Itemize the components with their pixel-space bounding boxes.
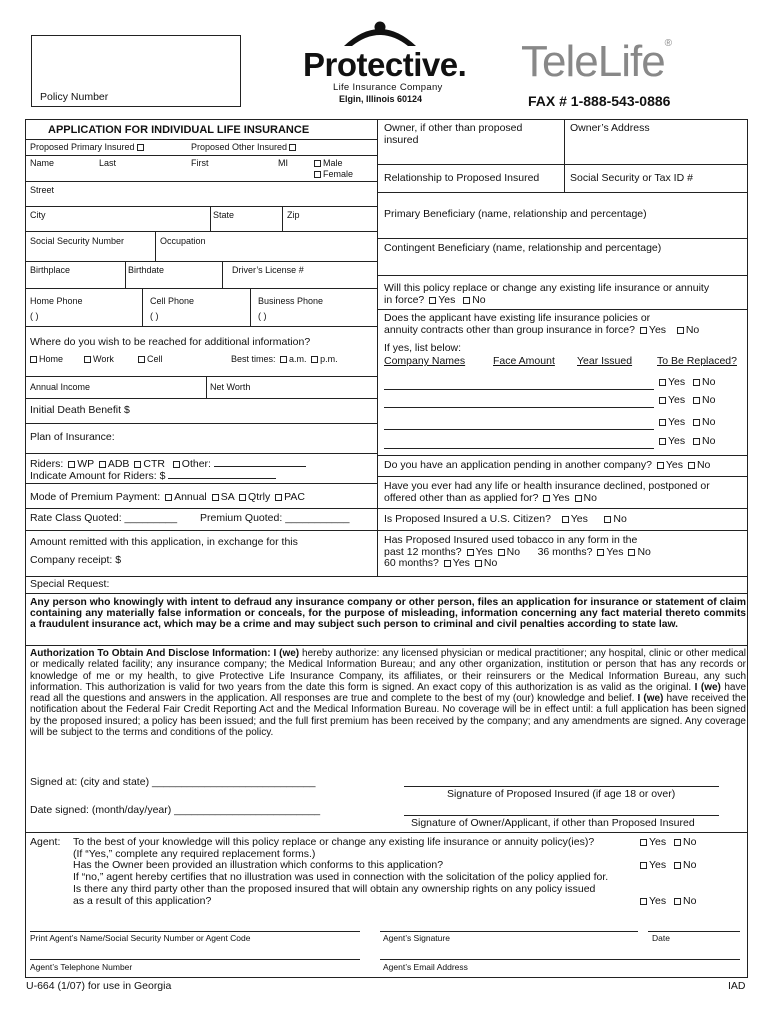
print-agent-name-label: Print Agent’s Name/Social Security Number or Agent Code <box>30 933 251 943</box>
premium-quoted[interactable]: Premium Quoted: ___________ <box>200 512 350 524</box>
birthdate-label: Birthdate <box>128 265 165 275</box>
riders-row[interactable]: Riders: WP ADB CTR Other: <box>30 458 306 471</box>
ssn-label: Social Security Number <box>30 236 125 246</box>
policy-row-yesno[interactable]: Yes No <box>657 395 715 407</box>
first-label: First <box>191 158 209 168</box>
state-label: State <box>213 210 235 220</box>
sig-proposed-label: Signature of Proposed Insured (if age 18 or over) <box>447 788 676 800</box>
rate-class-quoted[interactable]: Rate Class Quoted: _________ <box>30 512 178 524</box>
annual-income-label: Annual Income <box>30 382 91 392</box>
owner-address-label: Owner’s Address <box>570 122 650 134</box>
cell-phone-label: Cell Phone <box>150 296 195 306</box>
female-checkbox[interactable]: Female <box>312 170 353 180</box>
col-company-names: Company Names <box>384 355 466 367</box>
special-request-label[interactable]: Special Request: <box>30 578 110 590</box>
street-label: Street <box>30 185 55 195</box>
agent-date-line[interactable] <box>648 931 740 932</box>
male-checkbox[interactable]: Male <box>312 159 343 169</box>
pending-question[interactable]: Do you have an application pending in another company? Yes No <box>384 459 711 471</box>
signed-at-field[interactable]: Signed at: (city and state) ____________________________ <box>30 776 316 788</box>
registered-icon: ® <box>664 38 672 49</box>
policy-row-line[interactable] <box>384 389 654 390</box>
city-label: City <box>30 210 46 220</box>
agent-q3: If “no,” agent hereby certifies that no illustration was used in connection with the solicitation of the policy applied for. <box>73 871 609 883</box>
occupation-label: Occupation <box>160 236 206 246</box>
protective-logo-arc-icon <box>340 18 420 48</box>
company-sub: Life Insurance Company <box>333 82 443 93</box>
company-city: Elgin, Illinois 60124 <box>339 94 423 104</box>
iad-code: IAD <box>728 980 746 992</box>
agent-q2-yesno[interactable]: Yes No <box>638 860 696 872</box>
zip-label: Zip <box>287 210 300 220</box>
agent-q1: To the best of your knowledge will this policy replace or change any existing life insurance or annuity policy(ies)? <box>73 836 595 848</box>
home-phone-paren: ( ) <box>30 311 39 321</box>
best-times[interactable]: Best times: a.m. p.m. <box>231 354 338 364</box>
initial-death-benefit-label: Initial Death Benefit $ <box>30 404 130 416</box>
policy-row-yesno[interactable]: Yes No <box>657 417 715 429</box>
authorization-text: Authorization To Obtain And Disclose Information: I (we) hereby authorize: any licensed physician or medical practitioner; any hospital, clinic or other medical or medically related facility; any insurance company; the Medical Information Bureau; and any other organization, institution or person that has any records or knowledge of me or my health, to give Protective Life Insurance Company, its affiliates, or their reinsurers or the Medical Information Bureau, any such information. This authorization is valid for two years from the date this form is signed. An exact copy of this authorization is as valid as the original. I (we) have read all the questions and answers in the application. All responses are true and complete to the best of my (our) knowledge and belief. I (we) have received the notification about the Federal Fair Credit Reporting Act and the Medical Information Bureau. No coverage will be in effect until: a full application has been signed by the proposed insured; a policy has been issued; and the full first premium has been received by the company; and any amendments are signed. Any coverage will be subject to the terms and conditions of the policy. <box>30 648 747 739</box>
agent-q1-yesno[interactable]: Yes No <box>638 837 696 849</box>
agent-name-line[interactable] <box>30 931 360 932</box>
drivers-license-label: Driver’s License # <box>232 265 304 275</box>
name-label: Name <box>30 158 55 168</box>
mi-label: MI <box>278 158 288 168</box>
proposed-insured-signature-line[interactable] <box>404 786 719 787</box>
agent-label: Agent: <box>30 836 61 848</box>
if-yes-list: If yes, list below: <box>384 342 462 354</box>
telelife-text: TeleLife <box>521 37 665 86</box>
business-phone-label: Business Phone <box>258 296 324 306</box>
tobacco-question[interactable]: Has Proposed Insured used tobacco in any form in the past 12 months? Yes No 36 months? Yes No 60 months? Yes No <box>384 534 651 569</box>
agent-signature-label: Agent’s Signature <box>383 933 450 943</box>
agent-date-label: Date <box>652 933 670 943</box>
indicate-amount-riders[interactable]: Indicate Amount for Riders: $ <box>30 470 276 483</box>
cell-phone-paren: ( ) <box>150 311 159 321</box>
citizen-question[interactable]: Is Proposed Insured a U.S. Citizen? Yes No <box>384 513 627 525</box>
policy-row-line[interactable] <box>384 407 654 408</box>
ssn-tax-label: Social Security or Tax ID # <box>570 172 693 184</box>
agent-q2: Has the Owner been provided an illustration which conforms to this application? <box>73 859 444 871</box>
col-year-issued: Year Issued <box>577 355 633 367</box>
policy-row-line[interactable] <box>384 448 654 449</box>
owner-signature-line[interactable] <box>404 815 719 816</box>
reach-work-checkbox[interactable]: Work <box>82 355 114 365</box>
agent-q4b: as a result of this application? <box>73 895 212 907</box>
policy-row-yesno[interactable]: Yes No <box>657 436 715 448</box>
replace-question[interactable]: Will this policy replace or change any existing life insurance or annuity in force? Yes No <box>384 282 710 306</box>
sig-owner-label: Signature of Owner/Applicant, if other than Proposed Insured <box>411 817 695 829</box>
policy-number-label: Policy Number <box>40 91 109 103</box>
business-phone-paren: ( ) <box>258 311 267 321</box>
agent-email-line[interactable] <box>380 959 740 960</box>
agent-q4-yesno[interactable]: Yes No <box>638 896 696 908</box>
form-code: U-664 (1/07) for use in Georgia <box>26 980 172 992</box>
col-face-amount: Face Amount <box>493 355 555 367</box>
home-phone-label: Home Phone <box>30 296 83 306</box>
company-name: Protective. <box>303 46 467 83</box>
col-to-be-replaced: To Be Replaced? <box>657 355 737 367</box>
proposed-primary-insured[interactable]: Proposed Primary Insured <box>30 143 146 153</box>
agent-phone-line[interactable] <box>30 959 360 960</box>
reach-question: Where do you wish to be reached for additional information? <box>30 336 311 348</box>
last-label: Last <box>99 158 117 168</box>
policy-row-yesno[interactable]: Yes No <box>657 377 715 389</box>
form-title: APPLICATION FOR INDIVIDUAL LIFE INSURANCE <box>48 124 310 136</box>
mode-premium-row[interactable]: Mode of Premium Payment: Annual SA Qtrly PAC <box>30 491 305 503</box>
company-receipt-label: Company receipt: $ <box>30 554 122 566</box>
agent-q4: Is there any third party other than the proposed insured that will obtain any ownership rights on any policy issued <box>73 883 596 895</box>
plan-of-insurance-label: Plan of Insurance: <box>30 431 115 443</box>
declined-question[interactable]: Have you ever had any life or health insurance declined, postponed or offered other than as applied for? Yes No <box>384 480 710 504</box>
contingent-beneficiary-label: Contingent Beneficiary (name, relationship and percentage) <box>384 242 662 254</box>
reach-home-checkbox[interactable]: Home <box>28 355 63 365</box>
agent-q1b: (If “Yes,” complete any required replacement forms.) <box>73 848 316 860</box>
net-worth-label: Net Worth <box>210 382 251 392</box>
agent-signature-line[interactable] <box>380 931 638 932</box>
reach-cell-checkbox[interactable]: Cell <box>136 355 163 365</box>
birthplace-label: Birthplace <box>30 265 71 275</box>
relationship-label: Relationship to Proposed Insured <box>384 172 540 184</box>
fraud-warning: Any person who knowingly with intent to defraud any insurance company or other person, files an application for insurance or statement of claim containing any materially false information or conceals, for the purpose of misleading, information concerning any fact material thereto commits a fraudulent insurance act, which may be a crime and may subject such person to criminal and civil penalties according to state law. <box>30 597 746 631</box>
fax-number: FAX # 1-888-543-0886 <box>528 93 671 109</box>
proposed-other-insured[interactable]: Proposed Other Insured <box>191 143 298 153</box>
existing-policies-question[interactable]: Does the applicant have existing life insurance policies or annuity contracts other than group insurance in force? Yes No <box>384 312 700 336</box>
agent-phone-label: Agent’s Telephone Number <box>30 962 133 972</box>
telelife-logo <box>521 38 671 86</box>
agent-email-label: Agent’s Email Address <box>383 962 468 972</box>
owner-other-label: Owner, if other than proposed insured <box>384 122 523 146</box>
policy-row-line[interactable] <box>384 429 654 430</box>
date-signed-field[interactable]: Date signed: (month/day/year) _________________________ <box>30 804 321 816</box>
primary-beneficiary-label: Primary Beneficiary (name, relationship and percentage) <box>384 208 647 220</box>
amount-remitted-label: Amount remitted with this application, in exchange for this <box>30 536 298 548</box>
